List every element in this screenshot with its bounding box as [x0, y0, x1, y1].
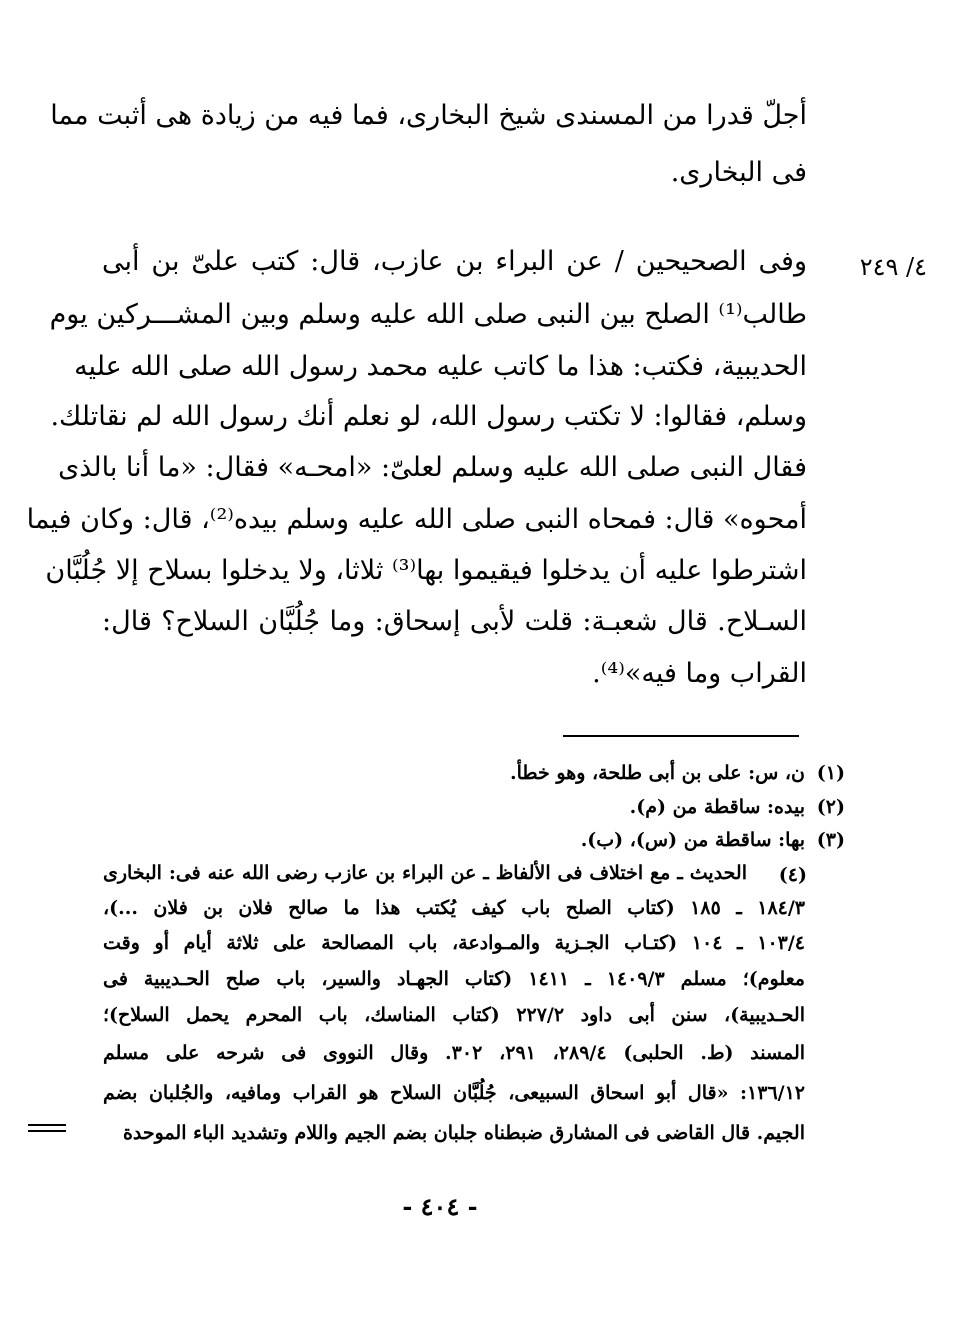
footnote-4-line-1: الحديث ـ مع اختلاف فى الألفاظ ـ عن البراء بن عازب رضى الله عنه فى: البخارى: [103, 862, 747, 884]
continuation-mark: [28, 1124, 66, 1134]
footnote-text: ن، س: على بن أبى طلحة، وهو خطأ.: [510, 762, 805, 784]
paragraph-1-line-2: فى البخارى.: [670, 157, 807, 188]
footnote-4-line-2: ١٨٤/٣ ـ ١٨٥ (كتاب الصلح باب كيف يُكتب هذا ما صالح فلان بن فلان ...)،: [103, 897, 806, 919]
footnote-text: بها: ساقطة من (س)، (ب).: [580, 829, 805, 851]
footnote-4-line-3: ١٠٣/٤ ـ ١٠٤ (كتـاب الجـزية والمـوادعة، باب المصالحة على ثلاثة أيام أو وقت: [103, 932, 806, 954]
footnote-text: بيده: ساقطة من (م).: [629, 796, 805, 818]
footnote-number: (١): [816, 762, 845, 784]
footnote-4-line-7: ١٣٦/١٢: «قال أبو اسحاق السبيعى، جُلُبَّان السلاح هو القراب ومافيه، والجُلبان بضم: [103, 1082, 805, 1104]
paragraph-2-line-9: القراب وما فيه»⁽⁴⁾.: [592, 658, 807, 689]
footnote-separator: [563, 735, 799, 737]
paragraph-2-line-2: طالب⁽¹⁾ الصلح بين النبى صلى الله عليه وسلم وبين المشـــركين يوم: [49, 299, 807, 330]
paragraph-2-line-4: وسلم، فقالوا: لا تكتب رسول الله، لو نعلم أنك رسول الله لم نقاتلك.: [50, 401, 807, 432]
margin-reference: ٤/ ٢٤٩: [859, 253, 927, 281]
footnote-number: (٢): [816, 796, 845, 818]
paragraph-2-line-6: أمحوه» قال: فمحاه النبى صلى الله عليه وسلم بيده⁽²⁾، قال: وكان فيما: [26, 504, 807, 535]
footnote-4-line-4: معلوم)؛ مسلم ١٤٠٩/٣ ـ ١٤١١ (كتاب الجهـاد والسير، باب صلح الحـديبية فى: [103, 968, 805, 990]
footnote-4-line-8: الجيم. قال القاضى فى المشارق ضبطناه جلبان بضم الجيم واللام وتشديد الباء الموحدة: [122, 1122, 805, 1144]
paragraph-2-line-3: الحديبية، فكتب: هذا ما كاتب عليه محمد رسول الله صلى الله عليه: [74, 351, 807, 382]
footnote-number: (٣): [816, 829, 845, 851]
paragraph-2-line-7: اشترطوا عليه أن يدخلوا فيقيموا بها⁽³⁾ ثلاثا، ولا يدخلوا بسلاح إلا جُلُبَّان: [45, 555, 807, 586]
footnote-3: [153, 827, 845, 853]
page-number: - ٤٠٤ -: [402, 1192, 478, 1221]
footnote-1: [153, 760, 845, 786]
paragraph-1-line-1: أجلّ قدرا من المسندى شيخ البخارى، فما فيه من زيادة هى أثبت مما: [50, 100, 807, 131]
paragraph-2-line-8: السـلاح. قال شعبـة: قلت لأبى إسحاق: وما جُلُبَّان السلاح؟ قال:: [102, 606, 807, 637]
footnote-4-number: (٤): [778, 864, 807, 886]
footnote-2: [153, 794, 845, 820]
paragraph-2-line-1: وفى الصحيحين / عن البراء بن عازب، قال: كتب علىّ بن أبى: [102, 246, 807, 277]
paragraph-2-line-5: فقال النبى صلى الله عليه وسلم لعلىّ: «امحـه» فقال: «ما أنا بالذى: [58, 452, 807, 483]
footnote-4-line-6: المسند (ط. الحلبى) ٢٨٩/٤، ٢٩١، ٣٠٢. وقال النووى فى شرحه على مسلم: [103, 1042, 806, 1064]
footnote-4-line-5: الحـديبية)، سنن أبى داود ٢٢٧/٢ (كتاب المناسك، باب المحرم يحمل السلاح)؛: [103, 1004, 805, 1026]
